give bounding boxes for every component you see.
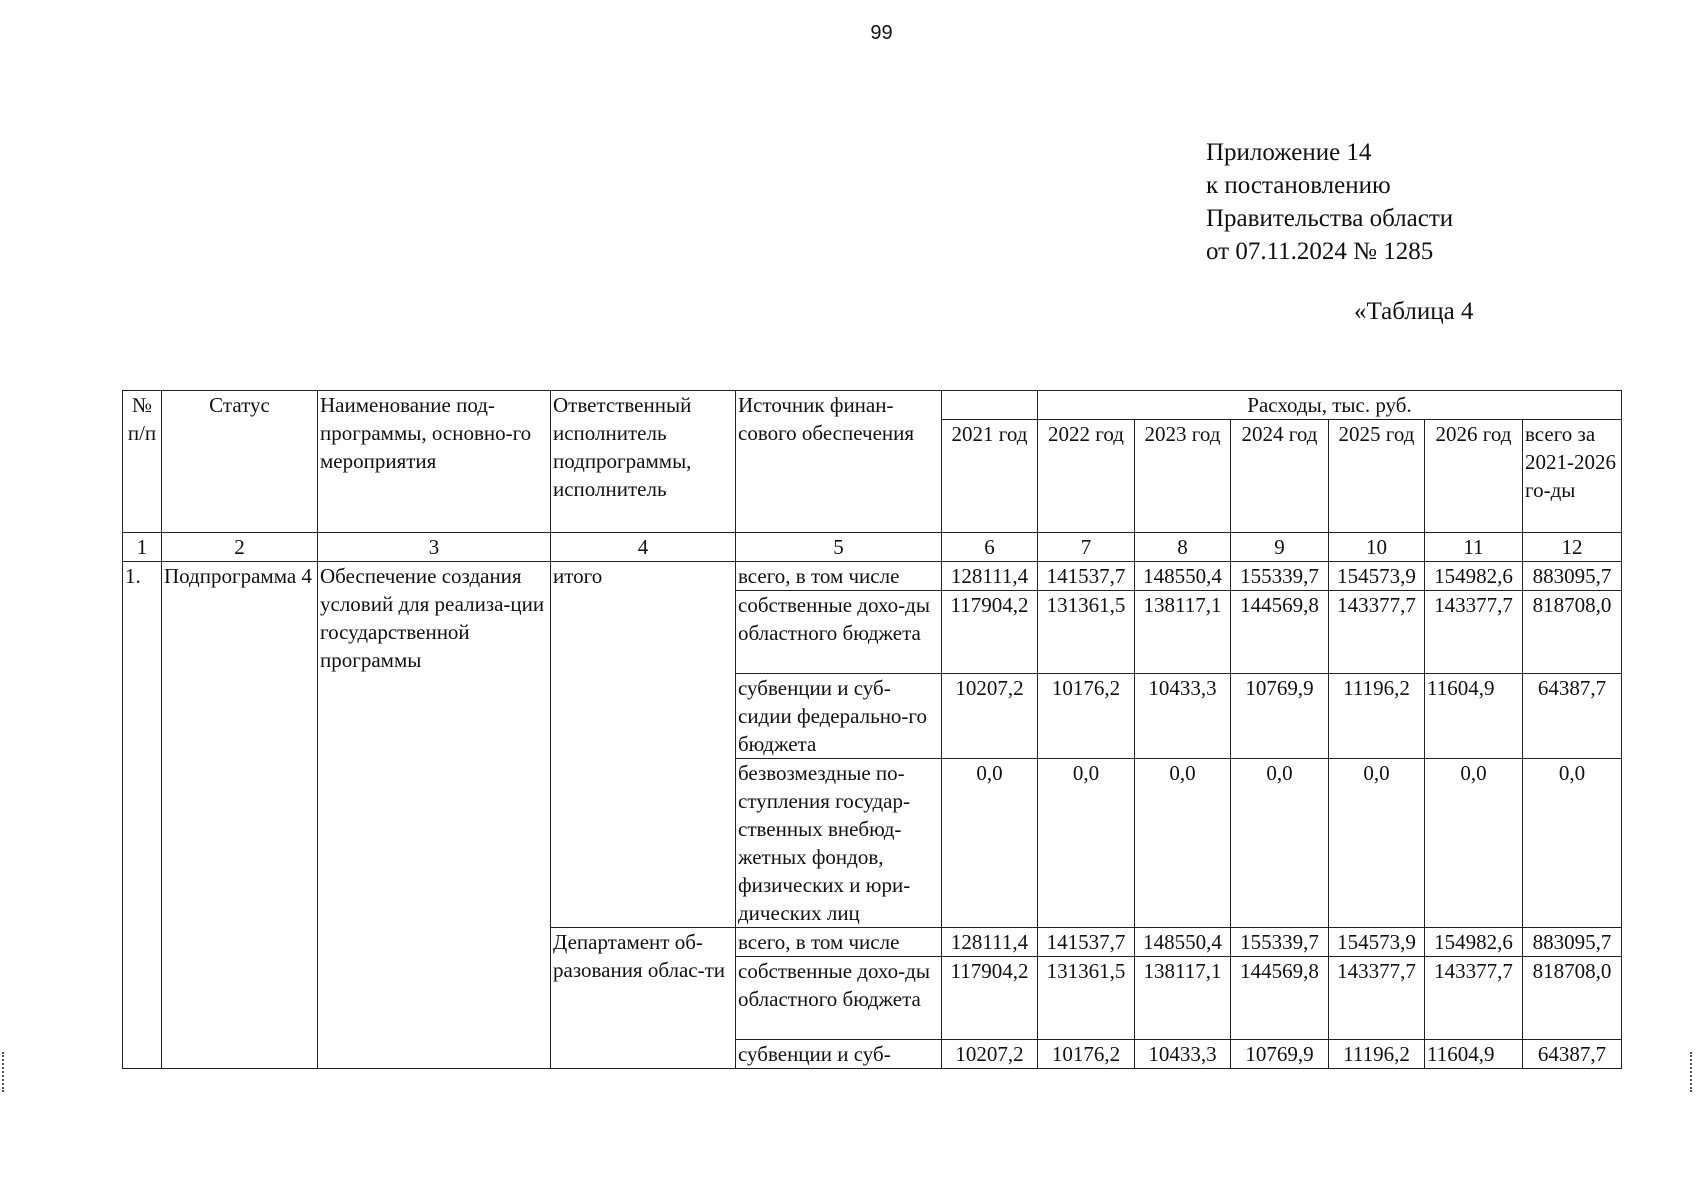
column-index: 6 [942,533,1038,562]
value-cell: 138117,1 [1135,591,1231,674]
header-empty [942,391,1038,420]
column-index: 12 [1523,533,1622,562]
header-total: всего за 2021-2026 го-ды [1523,420,1622,533]
row-source: собственные дохо-ды областного бюджета [736,957,942,1040]
column-index: 10 [1329,533,1425,562]
value-cell: 148550,4 [1135,562,1231,591]
column-index-row [123,533,1622,562]
value-cell: 0,0 [1329,759,1425,928]
value-cell: 818708,0 [1523,591,1622,674]
row-source: субвенции и суб- [736,1040,942,1069]
column-index: 11 [1425,533,1523,562]
value-cell: 10433,3 [1135,674,1231,759]
value-cell: 143377,7 [1425,957,1523,1040]
expenses-table [122,390,1622,1069]
header-source: Источник финан-сового обеспечения [736,391,942,533]
value-cell: 143377,7 [1329,957,1425,1040]
header-name: Наименование под-программы, основно-го мероприятия [318,391,551,533]
column-index: 2 [162,533,318,562]
row-executor: Департамент об-разования облас-ти [551,928,736,1069]
appendix-block [1206,136,1453,268]
value-cell: 155339,7 [1231,562,1329,591]
row-num: 1. [123,562,162,1069]
value-cell: 10769,9 [1231,674,1329,759]
column-index: 7 [1038,533,1135,562]
column-index: 8 [1135,533,1231,562]
value-cell: 128111,4 [942,562,1038,591]
value-cell: 0,0 [1425,759,1523,928]
value-cell: 0,0 [942,759,1038,928]
header-year: 2022 год [1038,420,1135,533]
row-source: всего, в том числе [736,928,942,957]
value-cell: 0,0 [1523,759,1622,928]
value-cell: 10433,3 [1135,1040,1231,1069]
appendix-line: Правительства области [1206,205,1454,232]
value-cell: 138117,1 [1135,957,1231,1040]
scan-edge-mark [1690,1052,1695,1092]
value-cell: 117904,2 [942,591,1038,674]
value-cell: 0,0 [1231,759,1329,928]
appendix-line: к постановлению [1206,172,1391,199]
column-index: 9 [1231,533,1329,562]
value-cell: 144569,8 [1231,591,1329,674]
value-cell: 131361,5 [1038,957,1135,1040]
table-row [123,562,1622,591]
value-cell: 11196,2 [1329,674,1425,759]
value-cell: 10207,2 [942,674,1038,759]
row-name: Обеспечение создания условий для реализа-ции государственной программы [318,562,551,1069]
value-cell: 11604,9 [1425,674,1523,759]
value-cell: 64387,7 [1523,1040,1622,1069]
value-cell: 143377,7 [1425,591,1523,674]
header-status: Статус [162,391,318,533]
header-year: 2023 год [1135,420,1231,533]
value-cell: 154573,9 [1329,928,1425,957]
column-index: 4 [551,533,736,562]
value-cell: 155339,7 [1231,928,1329,957]
row-source: субвенции и суб-сидии федерально-го бюджета [736,674,942,759]
value-cell: 154982,6 [1425,928,1523,957]
appendix-line: от 07.11.2024 № 1285 [1206,238,1434,265]
column-index: 3 [318,533,551,562]
value-cell: 144569,8 [1231,957,1329,1040]
value-cell: 128111,4 [942,928,1038,957]
value-cell: 10207,2 [942,1040,1038,1069]
value-cell: 148550,4 [1135,928,1231,957]
value-cell: 0,0 [1135,759,1231,928]
header-year: 2026 год [1425,420,1523,533]
appendix-line: Приложение 14 [1206,139,1372,166]
value-cell: 131361,5 [1038,591,1135,674]
value-cell: 883095,7 [1523,562,1622,591]
value-cell: 141537,7 [1038,928,1135,957]
value-cell: 141537,7 [1038,562,1135,591]
value-cell: 11604,9 [1425,1040,1523,1069]
scan-edge-mark [2,1052,7,1092]
column-index: 5 [736,533,942,562]
value-cell: 143377,7 [1329,591,1425,674]
value-cell: 11196,2 [1329,1040,1425,1069]
value-cell: 0,0 [1038,759,1135,928]
value-cell: 10769,9 [1231,1040,1329,1069]
header-expenses: Расходы, тыс. руб. [1038,391,1622,420]
value-cell: 10176,2 [1038,674,1135,759]
header-year: 2021 год [942,420,1038,533]
value-cell: 154982,6 [1425,562,1523,591]
row-source: безвозмездные по-ступления государ-ственных внебюд-жетных фондов, физических и юри-дических лиц [736,759,942,928]
header-year: 2025 год [1329,420,1425,533]
value-cell: 154573,9 [1329,562,1425,591]
row-status: Подпрограмма 4 [162,562,318,1069]
table-caption: «Таблица 4 [1354,298,1474,325]
value-cell: 10176,2 [1038,1040,1135,1069]
header-year: 2024 год [1231,420,1329,533]
row-executor: итого [551,562,736,928]
header-row [123,391,1622,420]
value-cell: 883095,7 [1523,928,1622,957]
column-index: 1 [123,533,162,562]
value-cell: 818708,0 [1523,957,1622,1040]
header-executor: Ответственный исполнитель подпрограммы, исполнитель [551,391,736,533]
row-source: всего, в том числе [736,562,942,591]
header-num: № п/п [123,391,162,533]
value-cell: 117904,2 [942,957,1038,1040]
row-source: собственные дохо-ды областного бюджета [736,591,942,674]
value-cell: 64387,7 [1523,674,1622,759]
page-number: 99 [870,22,893,44]
